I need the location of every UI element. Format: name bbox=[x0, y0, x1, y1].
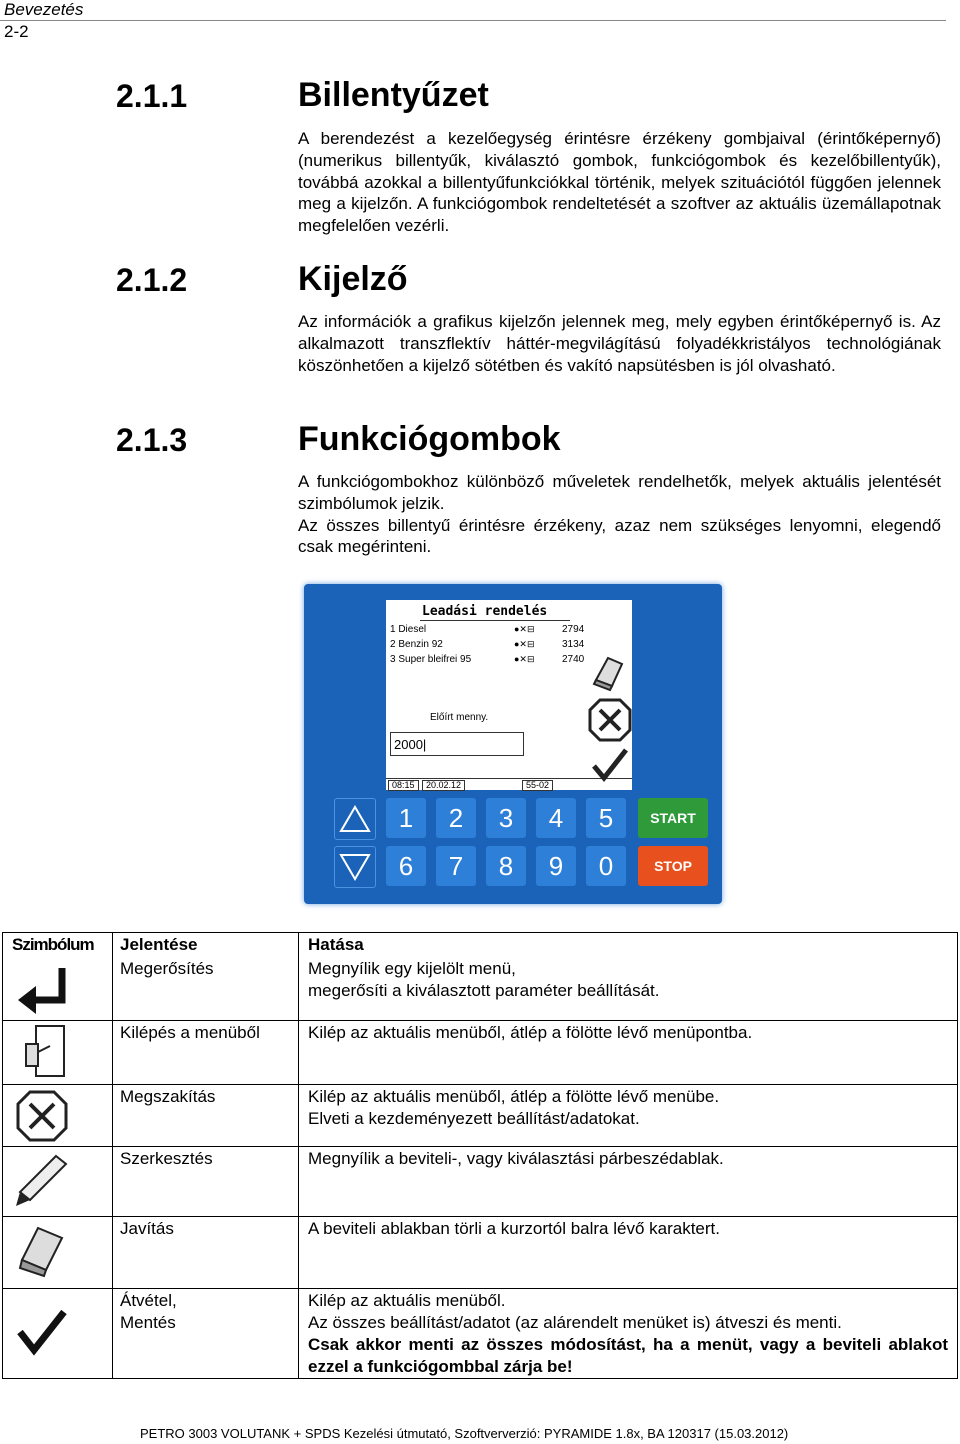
effect-line: Kilép az aktuális menüből, átlép a fölötte lévő menüpontba. bbox=[308, 1023, 753, 1042]
row-meaning: Megerősítés bbox=[120, 959, 214, 978]
effect-line: A beviteli ablakban törli a kurzortól balra lévő karaktert. bbox=[308, 1219, 720, 1238]
row-meaning: Megszakítás bbox=[120, 1087, 216, 1106]
row-meaning: Szerkesztés bbox=[120, 1149, 213, 1168]
row-effect bbox=[308, 1218, 720, 1240]
numeric-key[interactable]: 6 bbox=[386, 846, 426, 886]
effect-line: Elveti a kezdeményezett beállítást/adatokat. bbox=[308, 1109, 640, 1128]
product-row-label[interactable]: 1 Diesel bbox=[390, 624, 427, 635]
effect-line: megerősíti a kiválasztott paraméter beállítását. bbox=[308, 981, 660, 1000]
product-row-symbols: ●✕⊟ bbox=[514, 654, 535, 664]
section-number: 2.1.2 bbox=[116, 262, 188, 298]
row-effect bbox=[308, 1086, 719, 1130]
paragraph-line: Az összes billentyű érintésre érzékeny, azaz nem szükséges lenyomni, elegendő csak megérinteni. bbox=[298, 515, 941, 557]
numeric-key[interactable]: 3 bbox=[486, 798, 526, 838]
paragraph-line: A funkciógombokhoz különböző műveletek rendelhetők, melyek aktuális jelentését szimbólumok jelzik. bbox=[298, 472, 941, 513]
product-row-symbols: ●✕⊟ bbox=[514, 639, 535, 649]
row-meaning: Javítás bbox=[120, 1219, 174, 1238]
effect-line: Az összes beállítást/adatot (az alárendelt menüket is) átveszi és menti. bbox=[308, 1313, 842, 1332]
row-effect bbox=[308, 1022, 752, 1044]
pencil-icon bbox=[12, 1152, 72, 1208]
symbol-table bbox=[2, 932, 958, 1378]
exit-door-icon bbox=[12, 1024, 72, 1080]
stop-button[interactable]: STOP bbox=[638, 846, 708, 886]
checkmark-icon[interactable] bbox=[588, 744, 632, 788]
status-code: 55-02 bbox=[522, 780, 553, 791]
start-button[interactable]: START bbox=[638, 798, 708, 838]
numeric-key[interactable]: 1 bbox=[386, 798, 426, 838]
section-paragraph: Az információk a grafikus kijelzőn jelennek meg, mely egyben érintőképernyő is. Az alkalmazott transzflektív háttér-megvilágítású folyadékkristályos technológiának köszönhetően a kijelző sötétben és vakító napsütésben is jól olvasható. bbox=[298, 312, 941, 375]
numeric-key[interactable]: 2 bbox=[436, 798, 476, 838]
numeric-key[interactable]: 5 bbox=[586, 798, 626, 838]
quantity-input[interactable]: 2000| bbox=[390, 732, 524, 756]
product-row-value: 3134 bbox=[562, 639, 585, 650]
row-effect bbox=[308, 1290, 948, 1378]
section-title: Kijelző bbox=[298, 260, 408, 298]
row-meaning: Kilépés a menüből bbox=[120, 1023, 260, 1042]
section-number: 2.1.3 bbox=[116, 422, 188, 458]
enter-icon bbox=[12, 964, 72, 1020]
product-row-symbols: ●✕⊟ bbox=[514, 624, 535, 634]
eraser-icon bbox=[12, 1222, 72, 1278]
cancel-icon[interactable] bbox=[588, 698, 632, 742]
effect-line: Kilép az aktuális menüből, átlép a fölötte lévő menübe. bbox=[308, 1087, 720, 1106]
section-title: Billentyűzet bbox=[298, 76, 489, 114]
status-date: 20.02.12 bbox=[422, 780, 465, 791]
eraser-icon[interactable] bbox=[586, 650, 630, 694]
row-effect bbox=[308, 1148, 724, 1170]
chapter-title: Bevezetés bbox=[4, 0, 84, 19]
section-number: 2.1.1 bbox=[116, 78, 188, 114]
header-divider bbox=[0, 20, 946, 21]
checkmark-icon bbox=[12, 1304, 72, 1360]
screen-title: Leadási rendelés bbox=[422, 604, 548, 619]
product-row-label[interactable]: 2 Benzin 92 bbox=[390, 639, 443, 650]
section-paragraph: A berendezést a kezelőegység érintésre érzékeny gombjaival (érintőképernyő) (numerikus billentyűk, kiválasztó gombok, funkciógombok és kezelőbillentyűk), továbbá azokkal a billentyűfunkciókkal történik, melyek szituációtól függően jelennek meg a kijelzőn. A funkciógombok rendeltetését a szoftver az aktuális üzemállapotnak megfelelően vezérli. bbox=[298, 129, 941, 236]
device-screen bbox=[386, 600, 632, 790]
up-arrow-key[interactable] bbox=[334, 798, 376, 840]
effect-warning: Csak akkor menti az összes módosítást, ha a menüt, vagy a beviteli ablakot ezzel a funkciógombbal zárja be! bbox=[308, 1335, 948, 1376]
section-title: Funkciógombok bbox=[298, 420, 561, 458]
numeric-key[interactable]: 7 bbox=[436, 846, 476, 886]
numeric-key[interactable]: 9 bbox=[536, 846, 576, 886]
page-footer: PETRO 3003 VOLUTANK + SPDS Kezelési útmutató, Szoftververzió: PYRAMIDE 1.8x, BA 120317 (15.03.2012) bbox=[140, 1426, 789, 1441]
numeric-key[interactable]: 8 bbox=[486, 846, 526, 886]
product-row-label[interactable]: 3 Super bleifrei 95 bbox=[390, 654, 472, 665]
table-header: Jelentése bbox=[120, 935, 198, 954]
section-paragraph bbox=[298, 471, 941, 558]
input-label: Előírt menny. bbox=[430, 712, 489, 723]
effect-line: Kilép az aktuális menüből. bbox=[308, 1291, 506, 1310]
product-row-value: 2740 bbox=[562, 654, 585, 665]
numeric-key[interactable]: 0 bbox=[586, 846, 626, 886]
table-header: Hatása bbox=[308, 935, 364, 954]
down-arrow-key[interactable] bbox=[334, 846, 376, 888]
status-time: 08:15 bbox=[388, 780, 419, 791]
numeric-key[interactable]: 4 bbox=[536, 798, 576, 838]
effect-line: Megnyílik a beviteli-, vagy kiválasztási párbeszédablak. bbox=[308, 1149, 724, 1168]
cancel-icon bbox=[12, 1088, 72, 1144]
page-number: 2-2 bbox=[4, 22, 29, 41]
row-effect bbox=[308, 958, 660, 1002]
table-header: Szimbólum bbox=[12, 935, 94, 954]
row-meaning: Átvétel, Mentés bbox=[120, 1291, 177, 1332]
effect-line: Megnyílik egy kijelölt menü, bbox=[308, 959, 516, 978]
product-row-value: 2794 bbox=[562, 624, 585, 635]
